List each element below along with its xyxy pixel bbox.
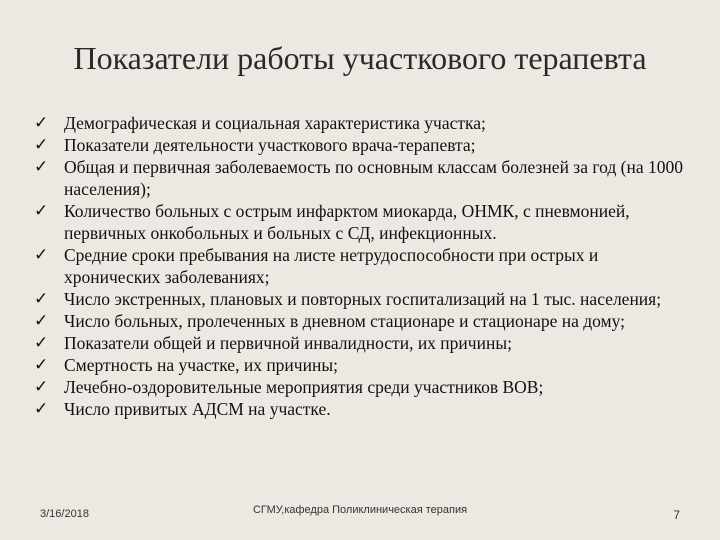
list-item-text: Число экстренных, плановых и повторных госпитализаций на 1 тыс. населения; [64,289,662,309]
checkmark-icon: ✓ [34,377,49,397]
list-item-text: Лечебно-оздоровительные мероприятия среди участников ВОВ; [64,377,544,397]
checkmark-icon: ✓ [34,289,49,309]
checkmark-icon: ✓ [34,201,49,221]
checkmark-icon: ✓ [34,113,49,133]
list-item-text: Число больных, пролеченных в дневном стационаре и стационаре на дому; [64,311,625,331]
list-item [30,200,690,244]
list-item-text: Смертность на участке, их причины; [64,355,338,375]
checkmark-icon: ✓ [34,135,49,155]
page-number: 7 [673,508,680,522]
slide-title: Показатели работы участкового терапевта [73,40,647,76]
list-item-text: Число привитых АДСМ на участке. [64,399,331,419]
checkmark-icon: ✓ [34,245,49,265]
list-item [30,398,690,420]
list-item [30,376,690,398]
list-item-text: Средние сроки пребывания на листе нетрудоспособности при острых и хронических заболеваниях; [64,245,599,287]
list-item-text: Демографическая и социальная характеристика участка; [64,113,486,133]
list-item [30,310,690,332]
list-item [30,134,690,156]
list-item [30,288,690,310]
bullet-list [30,112,690,420]
list-item-text: Показатели общей и первичной инвалидности, их причины; [64,333,512,353]
list-item [30,354,690,376]
footer-date: 3/16/2018 [40,508,89,520]
list-item [30,156,690,200]
list-item [30,112,690,134]
list-item [30,332,690,354]
checkmark-icon: ✓ [34,355,49,375]
list-item-text: Показатели деятельности участкового врача-терапевта; [64,135,476,155]
list-item-text: Общая и первичная заболеваемость по основным классам болезней за год (на 1000 населения); [64,157,683,199]
checkmark-icon: ✓ [34,157,49,177]
checkmark-icon: ✓ [34,333,49,353]
footer-department: СГМУ,кафедра Поликлиническая терапия [252,504,468,516]
checkmark-icon: ✓ [34,311,49,331]
list-item-text: Количество больных с острым инфарктом миокарда, ОНМК, с пневмонией, первичных онкобольных и больных с СД, инфекционных. [64,201,630,243]
list-item [30,244,690,288]
checkmark-icon: ✓ [34,399,49,419]
